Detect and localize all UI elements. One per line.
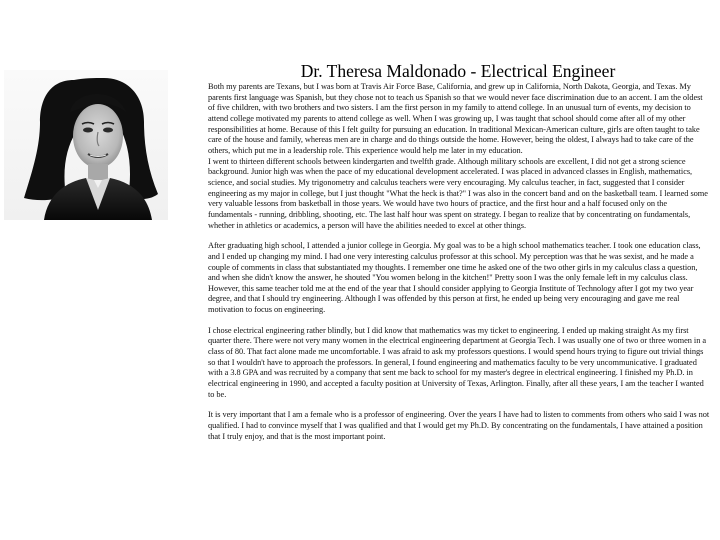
paragraph: I went to thirteen different schools between kindergarten and twelfth grade. Although military schools are excellent, I did not get a strong science background. Junior high was when the pace of my educational development accelerated. I was placed in advanced classes in English, mathematics, science, and social studies. My trigonometry and calculus teachers were very encouraging. My calculus teacher, in fact, suggested that I consider engineering as my major in college, but I just thought "What the heck is that?" I was also in the concert band and on the basketball team. I learned some very valuable lessons from basketball in those years. We would have two hours of practice, and the first hour and a half focused only on the fundamentals - running, dribbling, shooting, etc. The last half hour was spent on strategy. I began to realize that by concentrating on fundamentals, whether in athletics or academics, a person will have the abilities needed to excel at other things. xyxy=(208,156,708,230)
paragraph: It is very important that I am a female who is a professor of engineering. Over the years I have had to listen to comments from others who said I was not qualified. I had to convince myself that I was qualified and that I would get my Ph.D. By concentrating on the fundamentals, I have attained a position that I truly enjoy, and that is the most important point. xyxy=(208,410,710,441)
page-title: Dr. Theresa Maldonado - Electrical Engineer xyxy=(300,61,616,81)
paragraph: Both my parents are Texans, but I was born at Travis Air Force Base, California, and grew up in California, North Dakota, Georgia, and Texas. My parents first language was Spanish, but they chose not to teach us Spanish so that we would never face discrimination due to an accent. I am the oldest of five children, with two brothers and two sisters. I am the first person in my family to attend college. In an unusual turn of events, my decision to attend college motivated my parents to attend college as well. When I was growing up, I was taught that school should come after all of my other responsibilities at home. Because of this I felt guilty for pursuing an education. In traditional Mexican-American culture, girls are often taught to take care of the house and family, whereas men are in charge and do things outside the home. However, being the oldest, I always had to take care of the others, which put me in a leadership role. This experience would help me later in my education. xyxy=(208,82,703,155)
paragraph-spacer xyxy=(208,316,711,326)
paragraph: I chose electrical engineering rather blindly, but I did know that mathematics was my ticket to engineering. I ended up making straight As my first quarter there. There were not very many women in the electrical engineering department at Georgia Tech. I was usually one of two or three women in a class of 80. That fact alone made me uncomfortable. I was afraid to ask my professors questions. I would spend hours trying to figure out trivial things so that I wouldn't have to approach the professors. In general, I found engineering and mathematics faculty to be very uncommunicative. I graduated with a 3.8 GPA and was recruited by a company that sent me back to school for my master's degree in electrical engineering. I finished my Ph.D. in electrical engineering in 1990, and accepted a faculty position at University of Texas, Arlington. Finally, after all these years, I am the teacher I wanted to be. xyxy=(208,325,707,399)
paragraph-spacer xyxy=(208,400,711,410)
portrait-image xyxy=(4,70,168,220)
biography-text xyxy=(208,82,711,442)
paragraph: After graduating high school, I attended a junior college in Georgia. My goal was to be a high school mathematics teacher. I took one education class, and I ended up changing my mind. I had one very interesting calculus professor at this school. My perception was that he was sexist, and he made a couple of comments in class that substantiated my thoughts. I remember one time he asked one of the two other girls in my calculus class a question, and when she didn't know the answer, he shouted "You women belong in the kitchen!" Pretty soon I was the only female left in my calculus class. However, this same teacher told me at the end of the year that I should consider applying to Georgia Institute of Technology after I got my two year degree, and that I should try engineering. Although I was offended by this person at first, he ended up being very encouraging and gave me real motivation to focus on engineering. xyxy=(208,241,701,315)
paragraph-spacer xyxy=(208,231,711,241)
portrait-photo xyxy=(4,70,168,220)
